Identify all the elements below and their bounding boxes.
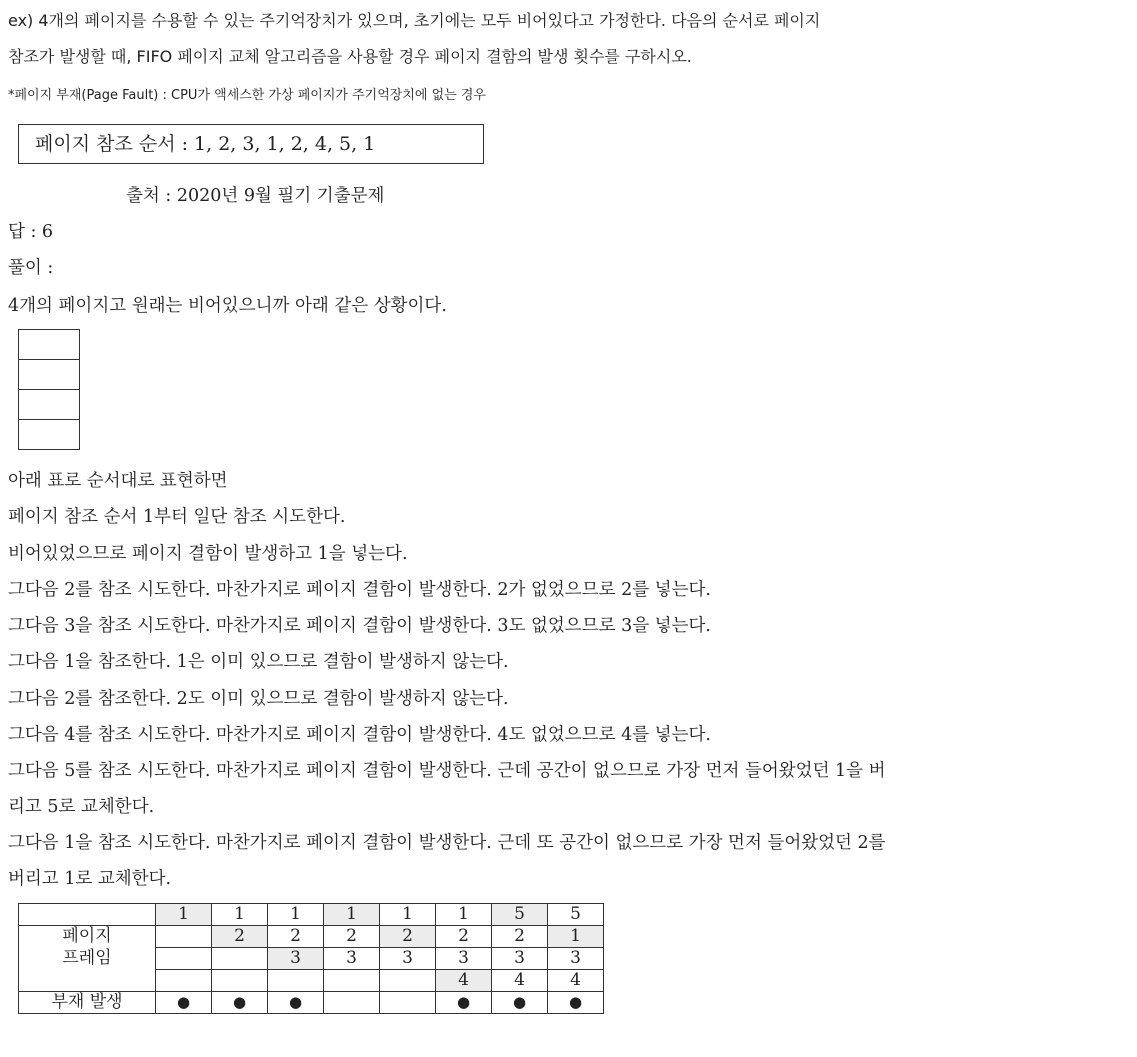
frame-cell: 1 <box>548 926 604 948</box>
frame-cell: 1 <box>380 904 436 926</box>
frame-cell: 1 <box>156 904 212 926</box>
frame-cell: 2 <box>380 926 436 948</box>
frame-cell <box>212 970 268 992</box>
frame-row <box>19 926 604 948</box>
reference-sequence-box: 페이지 참조 순서 : 1, 2, 3, 1, 2, 4, 5, 1 <box>18 124 484 164</box>
frame-label-top <box>19 904 156 926</box>
frame-cell <box>156 926 212 948</box>
explanation-line: 비어있었으므로 페이지 결함이 발생하고 1을 넣는다. <box>8 544 408 564</box>
question-line-2: 참조가 발생할 때, FIFO 페이지 교체 알고리즘을 사용할 경우 페이지 결함의 발생 횟수를 구하시오. <box>8 47 692 66</box>
source-line: 출처 : 2020년 9월 필기 기출문제 <box>126 186 385 206</box>
frame-cell: 2 <box>324 926 380 948</box>
frame-cell: 1 <box>324 904 380 926</box>
frame-cell: 3 <box>324 948 380 970</box>
frame-cell <box>324 970 380 992</box>
frame-cell: 1 <box>436 904 492 926</box>
frame-cell: 4 <box>436 970 492 992</box>
frame-cell <box>212 948 268 970</box>
frame-row <box>19 904 604 926</box>
explanation-intro: 4개의 페이지고 원래는 비어있으니까 아래 같은 상황이다. <box>8 296 447 316</box>
frame-cell: 1 <box>268 904 324 926</box>
question-line-1: ex) 4개의 페이지를 수용할 수 있는 주기억장치가 있으며, 초기에는 모두 비어있다고 가정한다. 다음의 순서로 페이지 <box>8 11 821 30</box>
frame-cell: 4 <box>492 970 548 992</box>
empty-frame-slot <box>19 330 80 360</box>
footnote: *페이지 부재(Page Fault) : CPU가 액세스한 가상 페이지가 주기억장치에 없는 경우 <box>8 88 486 103</box>
frame-label-1: 페이지 <box>19 926 156 948</box>
frame-cell: 2 <box>268 926 324 948</box>
fault-label: 부재 발생 <box>19 992 156 1014</box>
frame-cell: 1 <box>212 904 268 926</box>
fault-row <box>19 992 604 1014</box>
answer: 답 : 6 <box>8 222 54 242</box>
frame-cell <box>268 970 324 992</box>
empty-frame-slot <box>19 420 80 450</box>
frame-cell: 3 <box>436 948 492 970</box>
explanation-line: 그다음 5를 참조 시도한다. 마찬가지로 페이지 결함이 발생한다. 근데 공간이 없으므로 가장 먼저 들어왔었던 1을 버 <box>8 761 886 781</box>
explanation-line: 그다음 4를 참조 시도한다. 마찬가지로 페이지 결함이 발생한다. 4도 없었으므로 4를 넣는다. <box>8 725 711 745</box>
frame-cell: 5 <box>492 904 548 926</box>
frame-cell <box>156 948 212 970</box>
frame-cell <box>380 970 436 992</box>
explanation-line: 리고 5로 교체한다. <box>8 797 155 817</box>
frame-cell: 5 <box>548 904 604 926</box>
explanation-line: 그다음 3을 참조 시도한다. 마찬가지로 페이지 결함이 발생한다. 3도 없었으므로 3을 넣는다. <box>8 616 711 636</box>
fault-marker: ● <box>548 992 604 1014</box>
frame-cell: 4 <box>548 970 604 992</box>
frame-cell <box>156 970 212 992</box>
fault-marker: ● <box>436 992 492 1014</box>
frame-cell: 2 <box>492 926 548 948</box>
solution-label: 풀이 : <box>8 258 54 278</box>
empty-frame-slot <box>19 360 80 390</box>
explanation-line: 그다음 2를 참조한다. 2도 이미 있으므로 결함이 발생하지 않는다. <box>8 689 509 709</box>
frame-row <box>19 948 604 970</box>
fault-marker <box>380 992 436 1014</box>
explanation-line: 아래 표로 순서대로 표현하면 <box>8 471 228 491</box>
frame-label-2: 프레임 <box>19 948 156 970</box>
empty-frame-slot <box>19 390 80 420</box>
fault-marker: ● <box>156 992 212 1014</box>
explanation-line: 그다음 1을 참조한다. 1은 이미 있으므로 결함이 발생하지 않는다. <box>8 652 509 672</box>
frame-cell: 3 <box>268 948 324 970</box>
frame-cell: 3 <box>548 948 604 970</box>
explanation-line: 버리고 1로 교체한다. <box>8 869 172 889</box>
frame-row <box>19 970 604 992</box>
frame-cell: 3 <box>492 948 548 970</box>
frame-cell: 3 <box>380 948 436 970</box>
explanation-line: 페이지 참조 순서 1부터 일단 참조 시도한다. <box>8 507 346 527</box>
frame-label-bottom <box>19 970 156 992</box>
frame-cell: 2 <box>436 926 492 948</box>
explanation-line: 그다음 1을 참조 시도한다. 마찬가지로 페이지 결함이 발생한다. 근데 또 공간이 없으므로 가장 먼저 들어왔었던 2를 <box>8 833 886 853</box>
empty-frame-diagram <box>18 329 80 450</box>
frame-cell: 2 <box>212 926 268 948</box>
fault-marker: ● <box>492 992 548 1014</box>
explanation-line: 그다음 2를 참조 시도한다. 마찬가지로 페이지 결함이 발생한다. 2가 없었으므로 2를 넣는다. <box>8 580 711 600</box>
fifo-table <box>18 903 604 1014</box>
fault-marker: ● <box>212 992 268 1014</box>
fault-marker <box>324 992 380 1014</box>
fault-marker: ● <box>268 992 324 1014</box>
